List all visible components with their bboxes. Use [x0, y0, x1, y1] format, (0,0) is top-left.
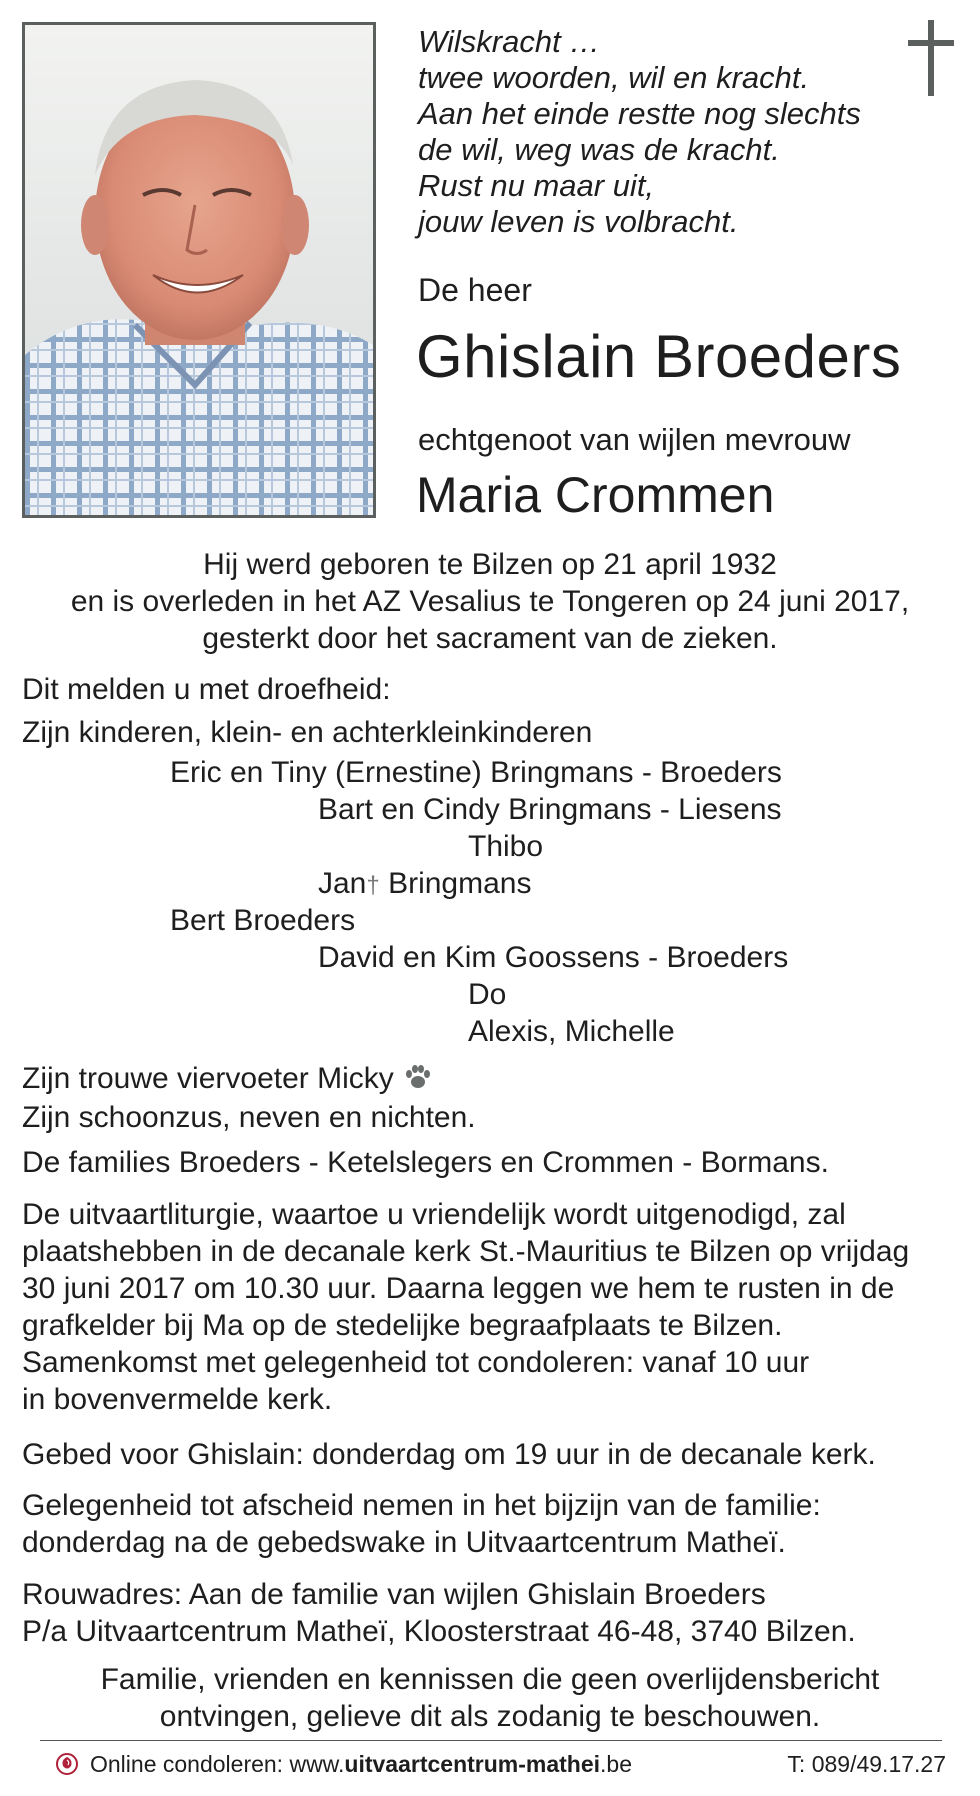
family-entry: Thibo [468, 830, 544, 863]
poem-line: Rust nu maar uit, [418, 168, 655, 203]
notice-line: Familie, vrienden en kennissen die geen overlijdensbericht [100, 1663, 880, 1696]
condolence-tld: .be [600, 1751, 633, 1777]
funeral-line: Samenkomst met gelegenheid tot condoleren: vanaf 10 uur [22, 1346, 810, 1379]
family-entry: Do [468, 978, 507, 1011]
poem-line: Aan het einde restte nog slechts [418, 96, 861, 131]
condolence-link[interactable] [90, 1746, 632, 1782]
condolence-url: uitvaartcentrum-mathei [344, 1751, 601, 1777]
portrait-image [25, 25, 373, 515]
family-entry-first: Jan [318, 867, 367, 900]
family-intro: Dit melden u met droefheid: [22, 673, 391, 706]
family-entry: Bert Broeders [170, 904, 356, 937]
spouse-intro: echtgenoot van wijlen mevrouw [418, 422, 851, 457]
cross-icon [908, 20, 954, 96]
family-entry: Bart en Cindy Bringmans - Liesens [318, 793, 782, 826]
farewell-paragraph [22, 1487, 962, 1561]
children-intro: Zijn kinderen, klein- en achterkleinkinderen [22, 716, 593, 749]
funeral-line: grafkelder bij Ma op de stedelijke begraafplaats te Bilzen. [22, 1309, 783, 1342]
family-entry-last: Bringmans [388, 867, 532, 900]
families-line: De families Broeders - Ketelslegers en Crommen - Bormans. [22, 1146, 829, 1179]
family-entry: Alexis, Michelle [468, 1015, 675, 1048]
birth-death-line: Hij werd geboren te Bilzen op 21 april 1932 [203, 548, 777, 581]
birth-death-line: gesterkt door het sacrament van de zieken. [202, 622, 778, 655]
address-paragraph [22, 1576, 962, 1650]
rose-logo-icon [56, 1753, 78, 1775]
poem-line: Wilskracht … [418, 24, 601, 59]
funeral-line: plaatshebben in de decanale kerk St.-Mauritius te Bilzen op vrijdag [22, 1235, 910, 1268]
family-entry: Eric en Tiny (Ernestine) Bringmans - Broeders [170, 756, 782, 789]
prayer-line: Gebed voor Ghislain: donderdag om 19 uur in de decanale kerk. [22, 1438, 876, 1471]
farewell-line: donderdag na de gebedswake in Uitvaartcentrum Matheï. [22, 1526, 786, 1559]
footer-divider [40, 1740, 942, 1741]
funeral-paragraph [22, 1196, 962, 1418]
deceased-name: Ghislain Broeders [416, 323, 902, 390]
small-cross-icon: † [366, 872, 380, 899]
salutation: De heer [418, 272, 532, 308]
spouse-name: Maria Crommen [416, 467, 775, 523]
address-line: Rouwadres: Aan de familie van wijlen Ghislain Broeders [22, 1578, 766, 1611]
address-line: P/a Uitvaartcentrum Matheï, Kloosterstraat 46-48, 3740 Bilzen. [22, 1615, 856, 1648]
paw-icon [404, 1063, 432, 1091]
birth-death-block [0, 546, 980, 657]
prayer-paragraph [22, 1436, 962, 1473]
notice-line: ontvingen, gelieve dit als zodanig te beschouwen. [159, 1700, 821, 1733]
funeral-line: 30 juni 2017 om 10.30 uur. Daarna leggen we hem te rusten in de [22, 1272, 895, 1305]
footer [56, 1746, 946, 1782]
funeral-line: De uitvaartliturgie, waartoe u vriendelijk wordt uitgenodigd, zal [22, 1198, 846, 1231]
poem-line: twee woorden, wil en kracht. [418, 60, 810, 95]
in-laws-line: Zijn schoonzus, neven en nichten. [22, 1101, 476, 1134]
pet-text: Zijn trouwe viervoeter Micky [22, 1062, 394, 1095]
poem [418, 24, 898, 240]
family-entry-jan [318, 865, 531, 904]
funeral-line: in bovenvermelde kerk. [22, 1383, 333, 1416]
poem-line: jouw leven is volbracht. [418, 204, 739, 239]
condolence-label: Online condoleren: www. [90, 1751, 345, 1777]
portrait-photo [22, 22, 376, 518]
notice-paragraph [0, 1661, 980, 1735]
phone-number: T: 089/49.17.27 [787, 1751, 946, 1777]
pet-line [22, 1060, 432, 1097]
poem-line: de wil, weg was de kracht. [418, 132, 780, 167]
family-entry: David en Kim Goossens - Broeders [318, 941, 789, 974]
birth-death-line: en is overleden in het AZ Vesalius te Tongeren op 24 juni 2017, [70, 585, 910, 618]
farewell-line: Gelegenheid tot afscheid nemen in het bijzijn van de familie: [22, 1489, 821, 1522]
